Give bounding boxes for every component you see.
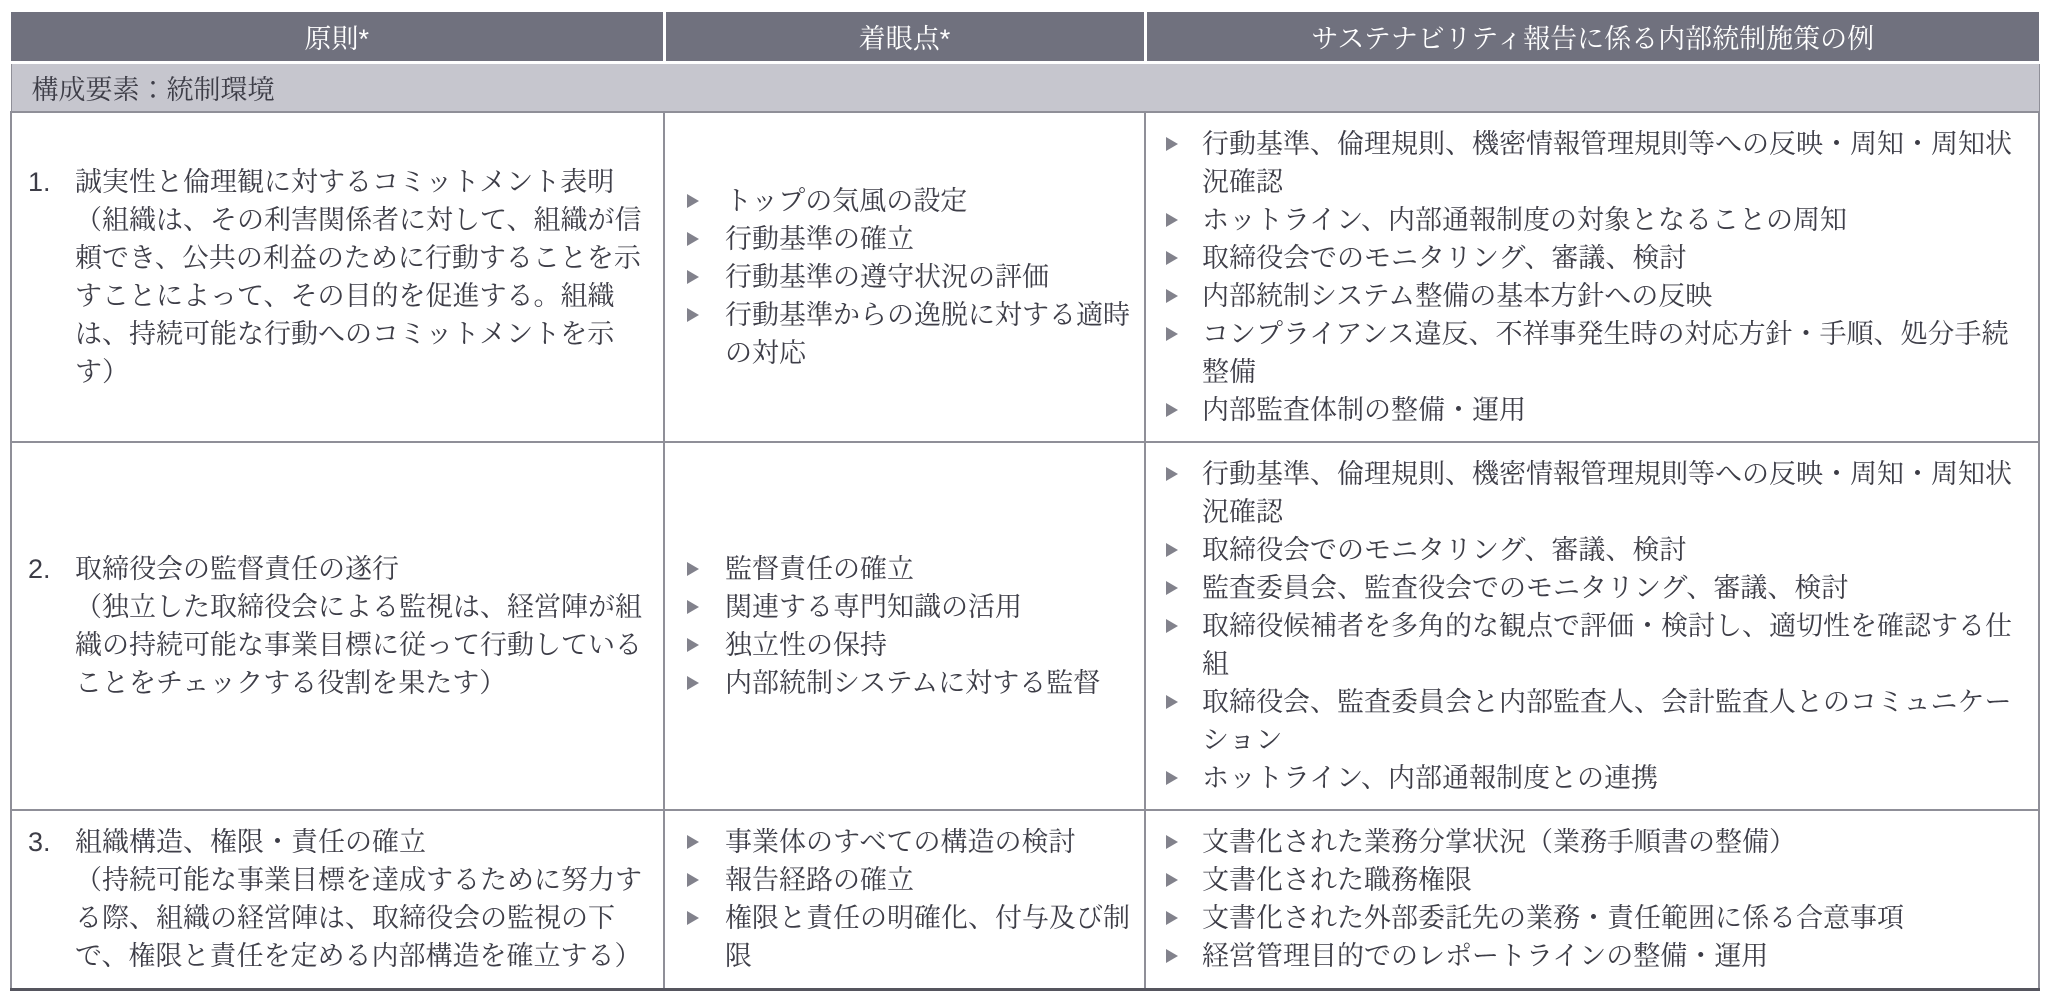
bullet-item — [675, 861, 1134, 899]
bullet-item — [1156, 391, 2028, 429]
examples-list — [1156, 125, 2028, 429]
bullet-item — [675, 550, 1134, 588]
bullet-text: 監督責任の確立 — [725, 553, 914, 584]
bullet-item — [675, 823, 1134, 861]
column-header-focus-points: 着眼点* — [664, 12, 1145, 62]
principle-description: （組織は、その利害関係者に対して、組織が信頼でき、公共の利益のために行動することを示すことによって、その目的を促進する。組織は、持続可能な行動へのコミットメントを示す） — [75, 204, 642, 387]
bullet-item — [1156, 899, 2028, 937]
bullet-text: 内部監査体制の整備・運用 — [1202, 394, 1526, 425]
bullet-item — [1156, 937, 2028, 975]
bullet-text: 行動基準からの逸脱に対する適時の対応 — [725, 299, 1130, 368]
bullet-item — [1156, 277, 2028, 315]
bullet-item — [675, 182, 1134, 220]
principle-text — [75, 550, 645, 702]
focus-points-cell — [664, 442, 1145, 810]
principle-cell — [11, 112, 664, 442]
triangle-bullet-icon — [687, 270, 699, 284]
bullet-item — [1156, 759, 2028, 797]
bullet-item — [1156, 861, 2028, 899]
triangle-bullet-icon — [1166, 251, 1178, 265]
bullet-text: 文書化された業務分掌状況（業務手順書の整備） — [1202, 827, 1796, 858]
principle-title: 取締役会の監督責任の遂行 — [75, 553, 399, 584]
table-row — [11, 810, 2039, 990]
bullet-item — [675, 220, 1134, 258]
triangle-bullet-icon — [687, 562, 699, 576]
triangle-bullet-icon — [1166, 695, 1178, 709]
bullet-text: 報告経路の確立 — [725, 865, 914, 896]
principle — [28, 823, 645, 975]
bullet-item — [1156, 683, 2028, 759]
bullet-text: 取締役会でのモニタリング、審議、検討 — [1202, 242, 1687, 273]
triangle-bullet-icon — [1166, 873, 1178, 887]
table-row — [11, 442, 2039, 810]
bullet-text: 文書化された外部委託先の業務・責任範囲に係る合意事項 — [1202, 903, 1904, 934]
bullet-text: 取締役会でのモニタリング、審議、検討 — [1202, 534, 1687, 565]
table-row — [11, 112, 2039, 442]
bullet-text: コンプライアンス違反、不祥事発生時の対応方針・手順、処分手続整備 — [1202, 318, 2009, 387]
principle — [28, 163, 645, 391]
triangle-bullet-icon — [687, 600, 699, 614]
bullet-item — [675, 626, 1134, 664]
focus-points-list — [675, 823, 1134, 975]
examples-cell — [1145, 112, 2039, 442]
internal-control-table — [10, 12, 2040, 991]
triangle-bullet-icon — [1166, 581, 1178, 595]
column-header-examples: サステナビリティ報告に係る内部統制施策の例 — [1145, 12, 2039, 62]
bullet-text: 権限と責任の明確化、付与及び制限 — [725, 903, 1130, 972]
bullet-item — [1156, 455, 2028, 531]
table-header — [11, 12, 2039, 62]
triangle-bullet-icon — [687, 911, 699, 925]
bullet-item — [1156, 531, 2028, 569]
triangle-bullet-icon — [1166, 619, 1178, 633]
examples-list — [1156, 455, 2028, 797]
bullet-item — [1156, 315, 2028, 391]
triangle-bullet-icon — [1166, 213, 1178, 227]
bullet-item — [675, 588, 1134, 626]
examples-cell — [1145, 810, 2039, 990]
bullet-item — [1156, 201, 2028, 239]
triangle-bullet-icon — [687, 835, 699, 849]
bullet-item — [1156, 569, 2028, 607]
triangle-bullet-icon — [1166, 771, 1178, 785]
principle-text — [75, 823, 645, 975]
triangle-bullet-icon — [1166, 289, 1178, 303]
focus-points-cell — [664, 112, 1145, 442]
bullet-item — [675, 899, 1134, 975]
bullet-text: ホットライン、内部通報制度との連携 — [1202, 762, 1659, 793]
focus-points-list — [675, 182, 1134, 372]
focus-points-list — [675, 550, 1134, 702]
principle-number: 3. — [28, 827, 51, 858]
triangle-bullet-icon — [687, 638, 699, 652]
examples-list — [1156, 823, 2028, 975]
bullet-text: 文書化された職務権限 — [1202, 865, 1472, 896]
triangle-bullet-icon — [1166, 467, 1178, 481]
bullet-text: 独立性の保持 — [725, 629, 887, 660]
bullet-item — [675, 664, 1134, 702]
bullet-item — [1156, 125, 2028, 201]
bullet-text: 内部統制システム整備の基本方針への反映 — [1202, 280, 1713, 311]
bullet-item — [675, 258, 1134, 296]
bullet-text: 行動基準、倫理規則、機密情報管理規則等への反映・周知・周知状況確認 — [1202, 458, 2012, 527]
principle-title: 誠実性と倫理観に対するコミットメント表明 — [75, 166, 615, 197]
principle-text — [75, 163, 645, 391]
principle — [28, 550, 645, 702]
bullet-text: 経営管理目的でのレポートラインの整備・運用 — [1202, 941, 1769, 972]
triangle-bullet-icon — [1166, 403, 1178, 417]
bullet-text: ホットライン、内部通報制度の対象となることの周知 — [1202, 204, 1848, 235]
bullet-text: 事業体のすべての構造の検討 — [725, 827, 1076, 858]
bullet-item — [1156, 607, 2028, 683]
principle-cell — [11, 442, 664, 810]
principle-number: 2. — [28, 553, 51, 584]
bullet-text: 取締役候補者を多角的な観点で評価・検討し、適切性を確認する仕組 — [1202, 610, 2012, 679]
bullet-text: 行動基準、倫理規則、機密情報管理規則等への反映・周知・周知状況確認 — [1202, 128, 2012, 197]
triangle-bullet-icon — [687, 873, 699, 887]
principle-number: 1. — [28, 166, 51, 197]
bullet-text: 関連する専門知識の活用 — [725, 591, 1022, 622]
section-row — [11, 62, 2039, 112]
triangle-bullet-icon — [687, 308, 699, 322]
bullet-text: 取締役会、監査委員会と内部監査人、会計監査人とのコミュニケーション — [1202, 686, 2012, 755]
bullet-text: 行動基準の遵守状況の評価 — [725, 261, 1049, 292]
triangle-bullet-icon — [1166, 911, 1178, 925]
triangle-bullet-icon — [1166, 137, 1178, 151]
triangle-bullet-icon — [1166, 543, 1178, 557]
triangle-bullet-icon — [687, 676, 699, 690]
principle-title: 組織構造、権限・責任の確立 — [75, 827, 426, 858]
examples-cell — [1145, 442, 2039, 810]
triangle-bullet-icon — [687, 232, 699, 246]
principle-description: （持続可能な事業目標を達成するために努力する際、組織の経営陣は、取締役会の監視の下で、権限と責任を定める内部構造を確立する） — [75, 865, 642, 972]
triangle-bullet-icon — [1166, 949, 1178, 963]
header-row — [11, 12, 2039, 62]
section-label: 構成要素：統制環境 — [11, 62, 2039, 112]
bullet-item — [1156, 239, 2028, 277]
bullet-item — [1156, 823, 2028, 861]
column-header-principles: 原則* — [11, 12, 664, 62]
bullet-text: 監査委員会、監査役会でのモニタリング、審議、検討 — [1202, 572, 1849, 603]
bullet-text: 行動基準の確立 — [725, 223, 914, 254]
principle-description: （独立した取締役会による監視は、経営陣が組織の持続可能な事業目標に従って行動していることをチェックする役割を果たす） — [75, 591, 642, 698]
bullet-item — [675, 296, 1134, 372]
triangle-bullet-icon — [687, 194, 699, 208]
bullet-text: 内部統制システムに対する監督 — [725, 667, 1101, 698]
triangle-bullet-icon — [1166, 327, 1178, 341]
triangle-bullet-icon — [1166, 835, 1178, 849]
bullet-text: トップの気風の設定 — [725, 185, 968, 216]
focus-points-cell — [664, 810, 1145, 990]
principle-cell — [11, 810, 664, 990]
